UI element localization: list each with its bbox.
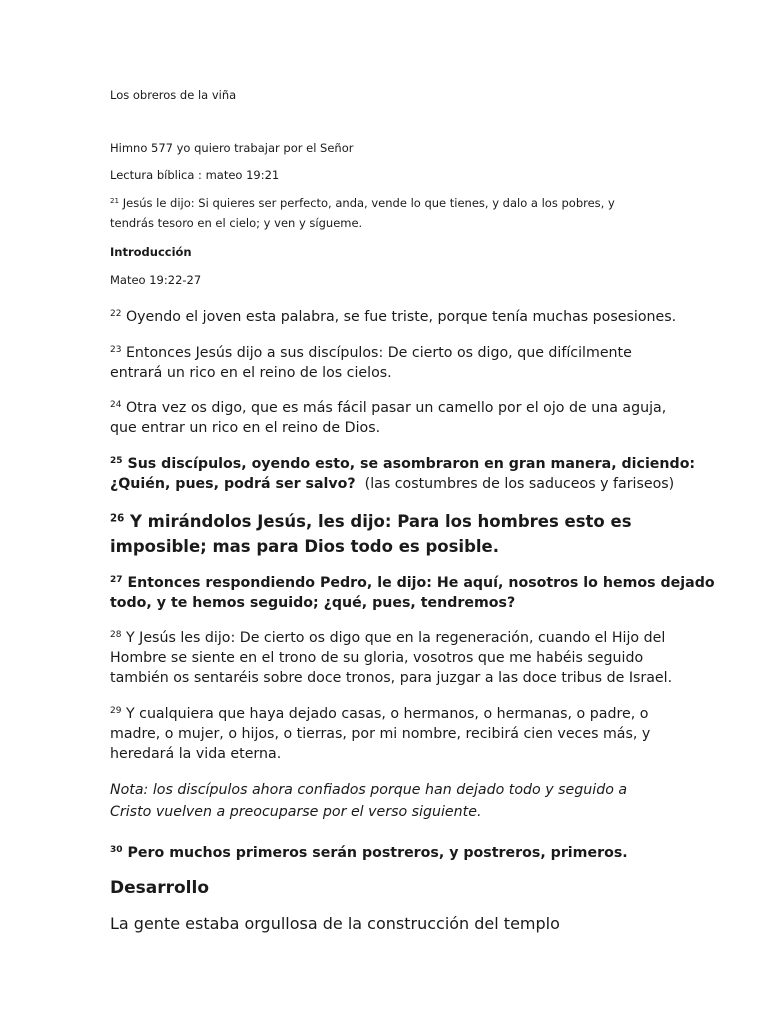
verse-22-line-1 xyxy=(110,307,676,327)
verse-29-line-3: heredará la vida eterna. xyxy=(110,746,282,762)
verse-28-line-1 xyxy=(110,628,665,648)
verse-text: Y cualquiera que haya dejado casas, o hermanos, o hermanas, o padre, o xyxy=(125,706,649,722)
verse-number: 28 xyxy=(110,630,122,641)
reading-reference: Lectura bíblica : mateo 19:21 xyxy=(110,168,280,182)
verse-27-line-1 xyxy=(110,573,715,593)
verse-number: 23 xyxy=(110,345,122,356)
verse-number: 21 xyxy=(110,196,120,206)
verse-28-line-2: Hombre se siente en el trono de su gloria, vosotros que me habéis seguido xyxy=(110,650,644,666)
verse-number: 22 xyxy=(110,309,122,320)
development-heading: Desarrollo xyxy=(110,878,210,898)
verse-29-line-1 xyxy=(110,704,648,724)
note-line-1: Nota: los discípulos ahora confiados porque han dejado todo y seguido a xyxy=(110,782,628,798)
verse-number: 27 xyxy=(110,575,123,586)
verse-25-line-2 xyxy=(110,474,674,494)
verse-24-line-2: que entrar un rico en el reino de Dios. xyxy=(110,420,381,436)
verse-text: ¿Quién, pues, podrá ser salvo? xyxy=(110,476,356,492)
verse-23-line-2: entrará un rico en el reino de los cielos. xyxy=(110,365,392,381)
verse-number: 25 xyxy=(110,456,123,467)
verse-text: Entonces Jesús dijo a sus discípulos: De cierto os digo, que difícilmente xyxy=(125,345,632,361)
verse-29-line-2: madre, o mujer, o hijos, o tierras, por mi nombre, recibirá cien veces más, y xyxy=(110,726,651,742)
verse-number: 29 xyxy=(110,706,122,717)
verse-number: 30 xyxy=(110,845,123,856)
introduction-heading: Introducción xyxy=(110,245,192,259)
verse-text: Oyendo el joven esta palabra, se fue triste, porque tenía muchas posesiones. xyxy=(125,309,677,325)
hymn-line: Himno 577 yo quiero trabajar por el Señor xyxy=(110,141,354,155)
verse-text: Jesús le dijo: Si quieres ser perfecto, anda, vende lo que tienes, y dalo a los pobres, y xyxy=(122,196,615,210)
verse-21-line-2: tendrás tesoro en el cielo; y ven y sígueme. xyxy=(110,216,363,230)
development-text: La gente estaba orgullosa de la construcción del templo xyxy=(110,914,560,933)
verse-30-line-1 xyxy=(110,843,628,863)
passage-reference: Mateo 19:22-27 xyxy=(110,273,202,287)
verse-text: Otra vez os digo, que es más fácil pasar un camello por el ojo de una aguja, xyxy=(125,400,667,416)
verse-26-line-2: imposible; mas para Dios todo es posible. xyxy=(110,537,499,556)
verse-number: 24 xyxy=(110,400,122,411)
note-line-2: Cristo vuelven a preocuparse por el verso siguiente. xyxy=(110,804,482,820)
verse-25-line-1 xyxy=(110,454,695,474)
verse-text: Y Jesús les dijo: De cierto os digo que en la regeneración, cuando el Hijo del xyxy=(125,630,666,646)
verse-23-line-1 xyxy=(110,343,632,363)
verse-number: 26 xyxy=(110,513,125,525)
verse-text: Sus discípulos, oyendo esto, se asombraron en gran manera, diciendo: xyxy=(127,456,696,472)
verse-text: Entonces respondiendo Pedro, le dijo: He aquí, nosotros lo hemos dejado xyxy=(127,575,715,591)
verse-26-line-1 xyxy=(110,510,632,534)
verse-21-line-1 xyxy=(110,196,615,210)
document-title: Los obreros de la viña xyxy=(110,88,237,102)
verse-28-line-3: también os sentaréis sobre doce tronos, para juzgar a las doce tribus de Israel. xyxy=(110,670,673,686)
verse-27-line-2: todo, y te hemos seguido; ¿qué, pues, tendremos? xyxy=(110,595,516,611)
verse-text: Pero muchos primeros serán postreros, y postreros, primeros. xyxy=(127,845,628,861)
verse-text: Y mirándolos Jesús, les dijo: Para los hombres esto es xyxy=(129,512,632,531)
inline-note: (las costumbres de los saduceos y fariseos) xyxy=(364,476,675,492)
verse-24-line-1 xyxy=(110,398,666,418)
